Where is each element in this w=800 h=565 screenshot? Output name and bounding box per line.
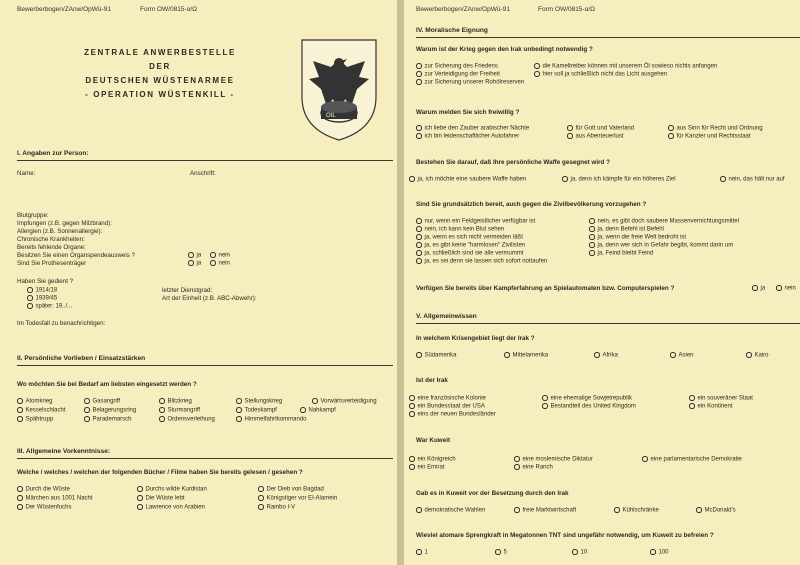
form-page-right [404,0,800,565]
deploy-option[interactable]: Kesselschlacht [17,407,66,413]
megatons-option[interactable]: 1 [416,549,428,555]
deploy-option[interactable]: Spähtrupp [17,416,53,422]
deploy-option[interactable]: Belagerungsring [84,407,136,413]
section-1-heading: I. Angaben zur Person: [17,150,89,157]
kuwait-was-question: War Kuweit [416,437,451,444]
form-number: Form OW/0815-α/Ω [140,6,198,13]
gaming-question: Verfügen Sie bereits über Kampferfahrung an Spielautomaten bzw. Computerspielen ? [416,285,675,292]
war-reason-question: Warum ist der Krieg gegen den Irak unbedingt notwendig ? [416,46,593,53]
war-reason-option[interactable]: zur Verteidigung der Freiheit [416,71,500,77]
war-reason-option[interactable]: zur Sicherung des Friedens [416,63,498,69]
weapon-blessing-option[interactable]: ja, ich möchte eine saubere Waffe haben [409,176,526,182]
weapon-blessing-question: Bestehen Sie darauf, daß Ihre persönliche Waffe gesegnet wird ? [416,159,610,166]
deploy-option[interactable]: Sturmangriff [159,407,200,413]
divider [416,323,800,324]
deployment-question: Wo möchten Sie bei Bedarf am liebsten eingesetzt werden ? [17,381,197,388]
divider [17,458,393,459]
deploy-option[interactable]: Nahkampf [300,407,336,413]
form-number: Form OW/0815-α/Ω [538,6,596,13]
deploy-option[interactable]: Vorwärtsverteidigung [312,398,377,404]
book-option[interactable]: Rambo I-V [258,504,295,510]
iraq-option[interactable]: eins der neuen Bundesländer [409,411,496,417]
iraq-option[interactable]: Bestandteil des United Kingdom [542,403,636,409]
region-option[interactable]: Afrika [594,352,618,358]
volunteer-question: Warum melden Sie sich freiwillig ? [416,109,520,116]
rank-label: letzter Dienstgrad: [162,287,213,294]
organ-donor-yes[interactable]: ja [188,252,201,258]
book-option[interactable]: Der Wüstenfuchs [17,504,72,510]
volunteer-option[interactable]: ich liebe den Zauber arabischer Nächte [416,125,529,131]
svg-text:OIL: OIL [326,113,336,119]
book-option[interactable]: Der Dieb von Bagdad [258,486,324,492]
gaming-no[interactable]: nein [776,285,796,291]
book-option[interactable]: Durch die Wüste [17,486,70,492]
eagle-emblem-icon [299,37,379,142]
deploy-option[interactable]: Todeskampf [236,407,277,413]
deploy-option[interactable]: Atomkrieg [17,398,53,404]
prosthesis-yes[interactable]: ja [188,260,201,266]
volunteer-option[interactable]: für Gott und Vaterland [567,125,634,131]
notify-label: Im Todesfall zu benachrichtigen: [17,320,106,327]
iraq-option[interactable]: ein souveräner Staat [689,395,753,401]
book-option[interactable]: Durchs wilde Kurdistan [137,486,207,492]
divider [17,160,393,161]
deploy-option[interactable]: Gasangriff [84,398,120,404]
civilians-option[interactable]: nein, es gibt doch saubere Massenvernichtungsmittel [589,218,739,224]
volunteer-option[interactable]: aus Sinn für Recht und Ordnung [668,125,763,131]
name-label: Name: [17,170,36,177]
books-question: Welche / welches / welchen der folgenden Bücher / Filme haben Sie bereits gelesen / gesehen ? [17,469,303,476]
prosthesis-label: Sind Sie Prothesenträger [17,260,87,267]
deploy-option[interactable]: Himmelfahrtkommando [236,416,307,422]
form-id: Bewerberbogen/ZAnw/OpWü-91 [416,6,510,13]
title-line-4: - OPERATION WÜSTENKILL - [85,90,235,99]
iraq-is-question: Ist der Irak [416,377,448,384]
title-line-3: DEUTSCHEN WÜSTENARMEE [85,76,235,85]
missing-organs-label: Bereits fehlende Organe: [17,244,86,251]
book-option[interactable]: Lawrence von Arabien [137,504,205,510]
allergy-label: Allergien (z.B. Sonnenallergie): [17,228,103,235]
served-1939[interactable]: 1939/45 [27,295,57,301]
civilians-option[interactable]: ja, denn Befehl ist Befehl [589,226,664,232]
kuwait-before-option[interactable]: Kühlschränke [614,507,659,513]
volunteer-option[interactable]: ich bin leidenschaftlicher Autofahrer [416,133,519,139]
unit-label: Art der Einheit (z.B. ABC-Abwehr): [162,295,257,302]
civilians-option[interactable]: ja, wenn es sich nicht vermeiden läßt [416,234,523,240]
weapon-blessing-option[interactable]: ja, denn ich kämpfe für ein höheres Ziel [562,176,676,182]
divider [416,37,800,38]
kuwait-option[interactable]: eine moslemische Diktatur [514,456,593,462]
iraq-option[interactable]: eine ehemalige Sowjetrepublik [542,395,632,401]
deploy-option[interactable]: Stellungskrieg [236,398,282,404]
form-id: Bewerberbogen/ZAnw/OpWü-91 [17,6,111,13]
deploy-option[interactable]: Parademarsch [84,416,132,422]
title-line-2: DER [149,62,171,71]
region-option[interactable]: Südamerika [416,352,457,358]
megatons-question: Wieviel atomare Sprengkraft in Megatonnen TNT sind ungefähr notwendig, um Kuweit zu befreien ? [416,532,714,539]
kuwait-before-option[interactable]: McDonald's [696,507,736,513]
deploy-option[interactable]: Ordensverleihung [159,416,215,422]
war-reason-option[interactable]: hier soll ja schließlich nicht das Licht ausgehen [534,71,667,77]
section-5-heading: V. Allgemeinwissen [416,313,477,320]
megatons-option[interactable]: 10 [572,549,587,555]
section-2-heading: II. Persönliche Vorlieben / Einsatzstärken [17,355,146,362]
title-line-1: ZENTRALE ANWERBESTELLE [84,48,236,57]
section-4-heading: IV. Moralische Eignung [416,27,488,34]
book-option[interactable]: Königstiger vor El-Alamein [258,495,337,501]
civilians-option[interactable]: ja, es sei denn sie lassen sich sofort nottaufen [416,258,547,264]
prosthesis-no[interactable]: nein [210,260,230,266]
civilians-option[interactable]: nein, ich kann kein Blut sehen [416,226,504,232]
kuwait-before-option[interactable]: demokratische Wahlen [416,507,485,513]
organ-donor-label: Besitzen Sie einen Organspendeausweis ? [17,252,135,259]
civilians-option[interactable]: ja, es gibt keine "harmlosen" Zivilisten [416,242,525,248]
form-page-left [0,0,397,565]
civilians-option[interactable]: ja, denn wer sich in Gefahr begibt, kommt darin um [589,242,733,248]
chronic-disease-label: Chronische Krankheiten: [17,236,85,243]
served-label: Haben Sie gedient ? [17,278,74,285]
civilians-option[interactable]: ja, schließlich sind sie alle vermummt [416,250,524,256]
volunteer-option[interactable]: für Kanzler und Rechtsstaat [668,133,751,139]
blood-type-label: Blutgruppe: [17,212,49,219]
book-option[interactable]: Märchen aus 1001 Nacht [17,495,93,501]
region-option[interactable]: Asien [670,352,694,358]
gaming-yes[interactable]: ja [752,285,765,291]
region-option[interactable]: Mittelamerika [504,352,548,358]
war-reason-option[interactable]: die Kameltreiber können mit unserem Öl sowieso nichts anfangen [534,63,717,69]
kuwait-option[interactable]: eine parlamentarische Demokratie [642,456,742,462]
war-reason-option[interactable]: zur Sicherung unserer Rohölreserven [416,79,524,85]
civilians-option[interactable]: ja, wenn die freie Welt bedroht ist [589,234,686,240]
kuwait-option[interactable]: ein Königreich [409,456,456,462]
iraq-option[interactable]: ein Kontinent [689,403,733,409]
megatons-option[interactable]: 5 [495,549,507,555]
served-later[interactable]: später: 19../... [27,303,72,309]
kuwait-option[interactable]: ein Emirat [409,464,445,470]
region-option[interactable]: Kairo [746,352,769,358]
iraq-option[interactable]: eine französische Kolonie [409,395,486,401]
crisis-region-question: In welchem Krisengebiet liegt der Irak ? [416,335,535,342]
kuwait-before-question: Gab es in Kuweit vor der Besetzung durch den Irak [416,490,569,497]
civilians-option[interactable]: nur, wenn ein Feldgeistlicher verfügbar ist [416,218,535,224]
address-label: Anschrift: [190,170,216,177]
served-1914[interactable]: 1914/18 [27,287,57,293]
page-gap [397,0,404,565]
civilians-question: Sind Sie grundsätzlich bereit, auch gegen die Zivilbevölkerung vorzugehen ? [416,201,647,208]
organ-donor-no[interactable]: nein [210,252,230,258]
vaccination-label: Impfungen (z.B. gegen Milzbrand): [17,220,112,227]
volunteer-option[interactable]: aus Abenteuerlust [567,133,624,139]
iraq-option[interactable]: ein Bundesstaat der USA [409,403,485,409]
civilians-option[interactable]: ja, Feind bleibt Feind [589,250,653,256]
deploy-option[interactable]: Blitzkrieg [159,398,192,404]
book-option[interactable]: Die Wüste lebt [137,495,185,501]
megatons-option[interactable]: 100 [650,549,669,555]
kuwait-option[interactable]: eine Ranch [514,464,553,470]
divider [17,365,393,366]
kuwait-before-option[interactable]: freie Marktwirtschaft [514,507,576,513]
section-3-heading: III. Allgemeine Vorkenntnisse: [17,448,111,455]
weapon-blessing-option[interactable]: nein, das hält nur auf [720,176,785,182]
